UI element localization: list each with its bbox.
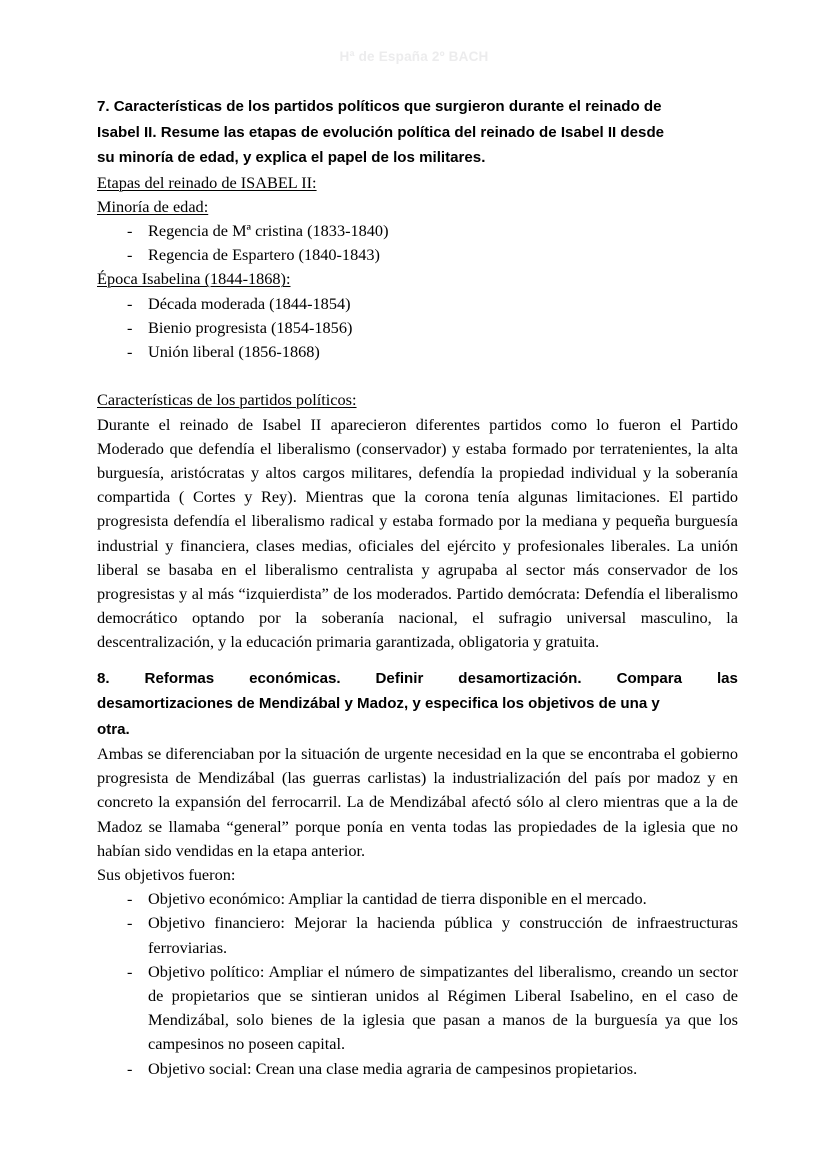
list-item: - Unión liberal (1856-1868) bbox=[97, 340, 738, 364]
heading-8-word: económicas. bbox=[249, 669, 341, 687]
list-item: - Bienio progresista (1854-1856) bbox=[97, 316, 738, 340]
spacer bbox=[97, 655, 738, 666]
heading-question-7 bbox=[97, 94, 738, 171]
heading-8-word: Compara bbox=[616, 669, 682, 687]
objetivos-intro: Sus objetivos fueron: bbox=[97, 865, 236, 885]
heading-8-line-2: desamortizaciones de Mendizábal y Madoz, y especifica los objetivos de una y bbox=[97, 695, 660, 713]
list-item: - Regencia de Espartero (1840-1843) bbox=[97, 243, 738, 267]
list-item: - Objetivo financiero: Mejorar la hacienda pública y construcción de infraestructuras ferroviarias. bbox=[97, 911, 738, 959]
heading-8-word: Reformas bbox=[144, 669, 215, 687]
subheading-epoca-isabelina: Época Isabelina (1844-1868): bbox=[97, 269, 291, 289]
list-item: - Década moderada (1844-1854) bbox=[97, 292, 738, 316]
document-body bbox=[97, 94, 738, 1081]
heading-question-8 bbox=[97, 666, 738, 743]
subheading-caracteristicas-partidos: Características de los partidos políticos: bbox=[97, 390, 357, 410]
running-header: Hª de España 2º BACH bbox=[339, 49, 489, 64]
subheading-etapas-reinado: Etapas del reinado de ISABEL II: bbox=[97, 172, 317, 192]
spacer bbox=[97, 364, 738, 388]
heading-8-word: Definir bbox=[375, 669, 424, 687]
paragraph-caracteristicas-partidos: Durante el reinado de Isabel II aparecieron diferentes partidos como lo fueron el Partido Moderado que defendía el liberalismo (conservador) y estaba formado por terratenientes, la alta burguesía, aristócratas y altos cargos militares, defendía la propiedad individual y la soberanía compartida ( Cortes y Rey). Mientras que la corona tenía algunas limitaciones. El partido progresista defendía el liberalismo radical y estaba formado por la mediana y pequeña burguesía industrial y financiera, clases medias, oficiales del ejército y profesionales liberales. La unión liberal se basaba en el liberalismo centralista y agrupaba al sector más conservador de los progresistas y al más “izquierdista” de los moderados. Partido demócrata: Defendía el liberalismo democrático optando por la soberanía nacional, el sufragio universal masculino, la descentralización, y la educación primaria garantizada, obligatoria y gratuita. bbox=[97, 414, 738, 652]
list-minoria-edad bbox=[97, 219, 738, 267]
heading-8-line-3: otra. bbox=[97, 720, 130, 738]
heading-8-word: 8. bbox=[97, 669, 110, 687]
heading-8-word: las bbox=[716, 669, 738, 687]
heading-7-line-2: Isabel II. Resume las etapas de evolución política del reinado de Isabel II desde bbox=[97, 123, 665, 141]
heading-8-word: desamortización. bbox=[458, 669, 582, 687]
list-item: - Objetivo económico: Ampliar la cantidad de tierra disponible en el mercado. bbox=[97, 887, 738, 911]
list-objetivos bbox=[97, 887, 738, 1081]
list-item: - Regencia de Mª cristina (1833-1840) bbox=[97, 219, 738, 243]
heading-8-line-1 bbox=[97, 666, 738, 692]
list-epoca-isabelina bbox=[97, 292, 738, 365]
heading-7-line-1: 7. Características de los partidos políticos que surgieron durante el reinado de bbox=[97, 98, 662, 115]
subheading-minoria-edad: Minoría de edad: bbox=[97, 196, 209, 216]
paragraph-desamortizaciones: Ambas se diferenciaban por la situación de urgente necesidad en la que se encontraba el gobierno progresista de Mendizábal (las guerras carlistas) la industrialización del país por madoz y en concreto la expansión del ferrocarril. La de Mendizábal afectó sólo al clero mientras que a la de Madoz se llamaba “general” porque ponía en venta todas las propiedades de la iglesia que no habían sido vendidas en la etapa anterior. bbox=[97, 744, 738, 860]
heading-7-line-3: su minoría de edad, y explica el papel de los militares. bbox=[97, 149, 486, 166]
list-item: - Objetivo político: Ampliar el número de simpatizantes del liberalismo, creando un sector de propietarios que se sintieran unidos al Régimen Liberal Isabelino, en el caso de Mendizábal, solo bienes de la iglesia que pasan a manos de la burguesía ya que los campesinos no poseen capital. bbox=[97, 960, 738, 1057]
list-item: - Objetivo social: Crean una clase media agraria de campesinos propietarios. bbox=[97, 1057, 738, 1081]
